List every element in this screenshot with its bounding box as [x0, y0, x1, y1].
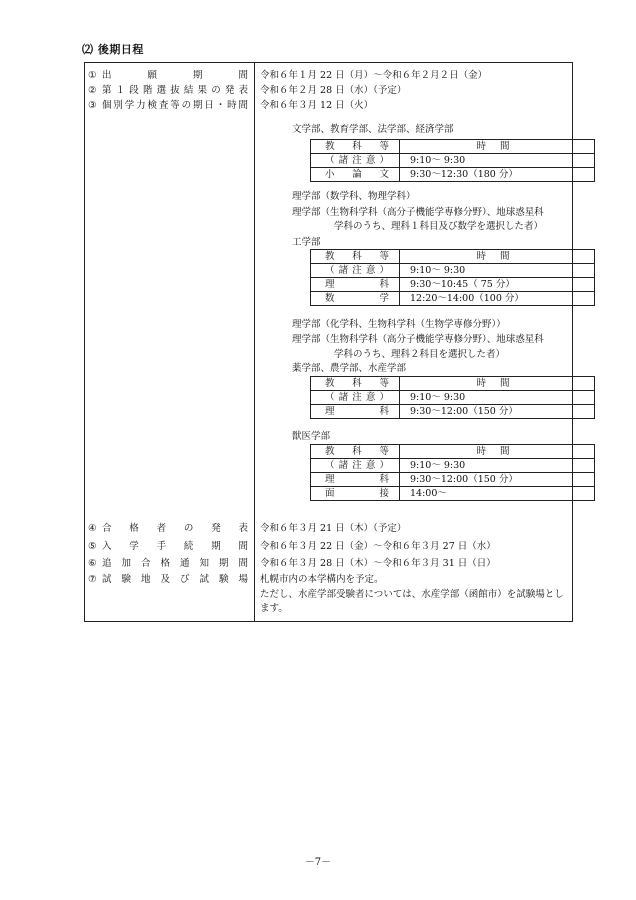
column-divider: [254, 62, 255, 622]
item-label-exam-site: ⑦ 試験地及び試験場: [88, 574, 248, 585]
item-value-pass-announcement: 令和６年３月 21 日（木）（予定）: [260, 523, 407, 534]
item-value-application-period: 令和６年１月 22 日（月）～令和６年２月２日（金）: [260, 70, 488, 81]
item-label-first-stage-results: ② 第１段階選抜結果の発表: [88, 85, 248, 96]
table-row: （諸注意） 9:10～ 9:30: [311, 459, 595, 473]
table-row: （諸注意） 9:10～ 9:30: [311, 391, 595, 405]
table-row: （諸注意） 9:10～ 9:30: [311, 264, 595, 278]
table-row: （諸注意） 9:10～ 9:30: [311, 154, 595, 168]
item-value-exam-date: 令和６年３月 12 日（火）: [260, 100, 374, 111]
group-heading: 学科のうち、理科２科目を選択した者）: [334, 349, 506, 360]
group-heading: 理学部（数学科、物理学科）: [292, 191, 416, 202]
timetable: [310, 376, 595, 419]
item-label-enrollment-period: ⑤ 入学手続期間: [88, 541, 248, 552]
table-row: 教科等 時間: [311, 445, 595, 459]
page-number: －7－: [304, 857, 332, 868]
item-label-application-period: ① 出願期間: [88, 70, 248, 81]
timetable: [310, 249, 595, 306]
item-value-exam-site: 札幌市内の本学構内を予定。: [260, 574, 384, 585]
timetable: [310, 444, 595, 501]
table-row: 理科 9:30～12:00（150 分）: [311, 473, 595, 487]
group-heading: 薬学部、農学部、水産学部: [292, 363, 407, 374]
group-heading: 理学部（生物科学科（高分子機能学専修分野）、地球惑星科: [292, 334, 544, 345]
exam-site-note: ただし、水産学部受験者については、水産学部（函館市）を試験場とします。: [260, 589, 564, 614]
item-value-enrollment-period: 令和６年３月 22 日（金）～令和６年３月 27 日（水）: [260, 541, 496, 552]
table-row: [311, 140, 595, 154]
group-heading: 理学部（化学科、生物科学科（生物学専修分野））: [292, 319, 506, 330]
table-row: 理科 9:30～10:45（ 75 分）: [311, 278, 595, 292]
item-label-exam-date: ③ 個別学力検査等の期日・時間: [88, 100, 248, 111]
table-row: 小論文 9:30～12:30（180 分）: [311, 168, 595, 182]
table-row: 教科等 時間: [311, 377, 595, 391]
item-label-additional-pass-period: ⑥ 追加合格通知期間: [88, 558, 248, 569]
group-heading: 理学部（生物科学科（高分子機能学専修分野）、地球惑星科: [292, 207, 544, 218]
group-heading: 文学部、教育学部、法学部、経済学部: [292, 124, 454, 135]
group-heading: 獣医学部: [292, 431, 331, 442]
item-value-additional-pass-period: 令和６年３月 28 日（木）～令和６年３月 31 日（日）: [260, 558, 496, 569]
group-heading: 工学部: [292, 237, 321, 248]
header-subject: 教科等: [311, 140, 400, 154]
header-time: 時間: [400, 140, 595, 154]
table-row: 面接 14:00～: [311, 487, 595, 501]
table-row: 教科等 時間: [311, 250, 595, 264]
table-row: 理科 9:30～12:00（150 分）: [311, 405, 595, 419]
item-value-first-stage-results: 令和６年２月 28 日（水）（予定）: [260, 85, 407, 96]
table-row: 数学 12:20～14:00（100 分）: [311, 292, 595, 306]
item-label-pass-announcement: ④ 合格者の発表: [88, 523, 248, 534]
section-title: ⑵ 後期日程: [82, 43, 144, 56]
timetable: [310, 139, 595, 182]
group-heading: 学科のうち、理科１科目及び数学を選択した者）: [334, 221, 544, 232]
